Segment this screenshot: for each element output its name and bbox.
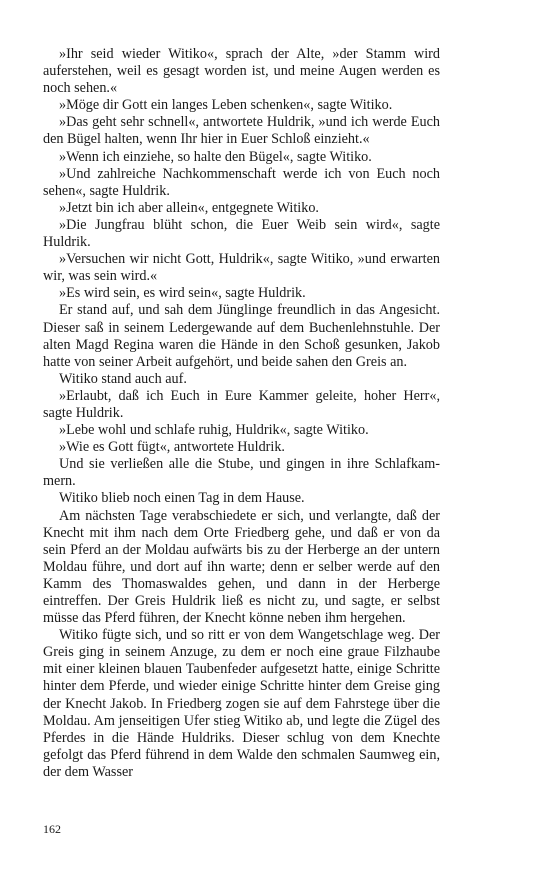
paragraph: »Lebe wohl und schlafe ruhig, Huldrik«, sagte Witiko.: [59, 422, 369, 439]
paragraph: »Versuchen wir nicht Gott, Huldrik«, sagte Witiko, »und erwarten wir, was sein wird.«: [43, 251, 440, 285]
paragraph: Er stand auf, und sah dem Jünglinge freundlich in das Angesicht. Dieser saß in seinem Ledergewande auf dem Buchenlehnstuhle. Der alten Magd Regina waren die Hände in den Schoß gesunken, Jakob hatte von seiner Arbeit aufgehört, und beide sahen den Greis an.: [43, 302, 440, 370]
paragraph: »Die Jungfrau blüht schon, die Euer Weib sein wird«, sagte Huldrik.: [43, 216, 440, 251]
paragraph: »Jetzt bin ich aber allein«, entgegnete Witiko.: [59, 199, 319, 216]
paragraph: »Wie es Gott fügt«, antwortete Huldrik.: [59, 439, 285, 456]
body-text: [43, 46, 440, 781]
paragraph: »Wenn ich einziehe, so halte den Bügel«, sagte Witiko.: [59, 148, 372, 165]
paragraph: Und sie verließen alle die Stube, und gingen in ihre Schlafkammern.: [43, 456, 440, 490]
page-number: 162: [43, 822, 61, 836]
paragraph: Am nächsten Tage verabschiedete er sich, und verlangte, daß der Knecht mit ihm nach dem Orte Friedberg gehe, und daß er von da sein Pferd an der Moldau aufwärts bis zu der Herberge an der untern Moldau führe, und dort auf ihn warte; denn er selber werde auf den Kamm des Thomaswaldes gehen, und dann in der Herberge eintreffen. Der Greis Huldrik ließ es nicht zu, und sagte, er selbst müsse das Pferd führen, der Knecht könne neben ihm hergehen.: [43, 507, 440, 627]
paragraph: Witiko blieb noch einen Tag in dem Hause.: [59, 490, 305, 507]
paragraph: »Das geht sehr schnell«, antwortete Huldrik, »und ich werde Euch den Bügel halten, wenn Ihr hier in Euer Schloß einzieht.«: [43, 114, 440, 148]
paragraph: Witiko stand auch auf.: [59, 370, 187, 387]
paragraph: »Und zahlreiche Nachkommenschaft werde ich von Euch noch sehen«, sagte Huldrik.: [43, 165, 440, 199]
paragraph: »Ihr seid wieder Witiko«, sprach der Alte, »der Stamm wird auferstehen, weil es gesagt worden ist, und meine Augen werden es noch sehen.«: [43, 46, 440, 97]
paragraph: »Erlaubt, daß ich Euch in Eure Kammer geleite, hoher Herr«, sagte Huldrik.: [43, 387, 440, 421]
paragraph: »Es wird sein, es wird sein«, sagte Huldrik.: [59, 285, 306, 302]
paragraph: Witiko fügte sich, und so ritt er von dem Wangetschlage weg. Der Greis ging in seinem Anzuge, zu dem er noch eine graue Filzhaube mit einer kleinen blauen Taubenfeder aufgesetzt hatte, einige Schritte hinter dem Pferde, und wieder einige Schritte hinter dem Greise ging der Knecht Jakob. In Friedberg zogen sie auf dem Fahrstege über die Moldau. Am jenseitigen Ufer stieg Witiko ab, und legte die Zügel des Pferdes in die Hände Huldriks. Dieser schlug von dem Knechte gefolgt das Pferd führend in dem Walde den schmalen Saumweg ein, der dem Wasser: [43, 627, 440, 780]
paragraph: »Möge dir Gott ein langes Leben schenken«, sagte Witiko.: [59, 97, 393, 114]
